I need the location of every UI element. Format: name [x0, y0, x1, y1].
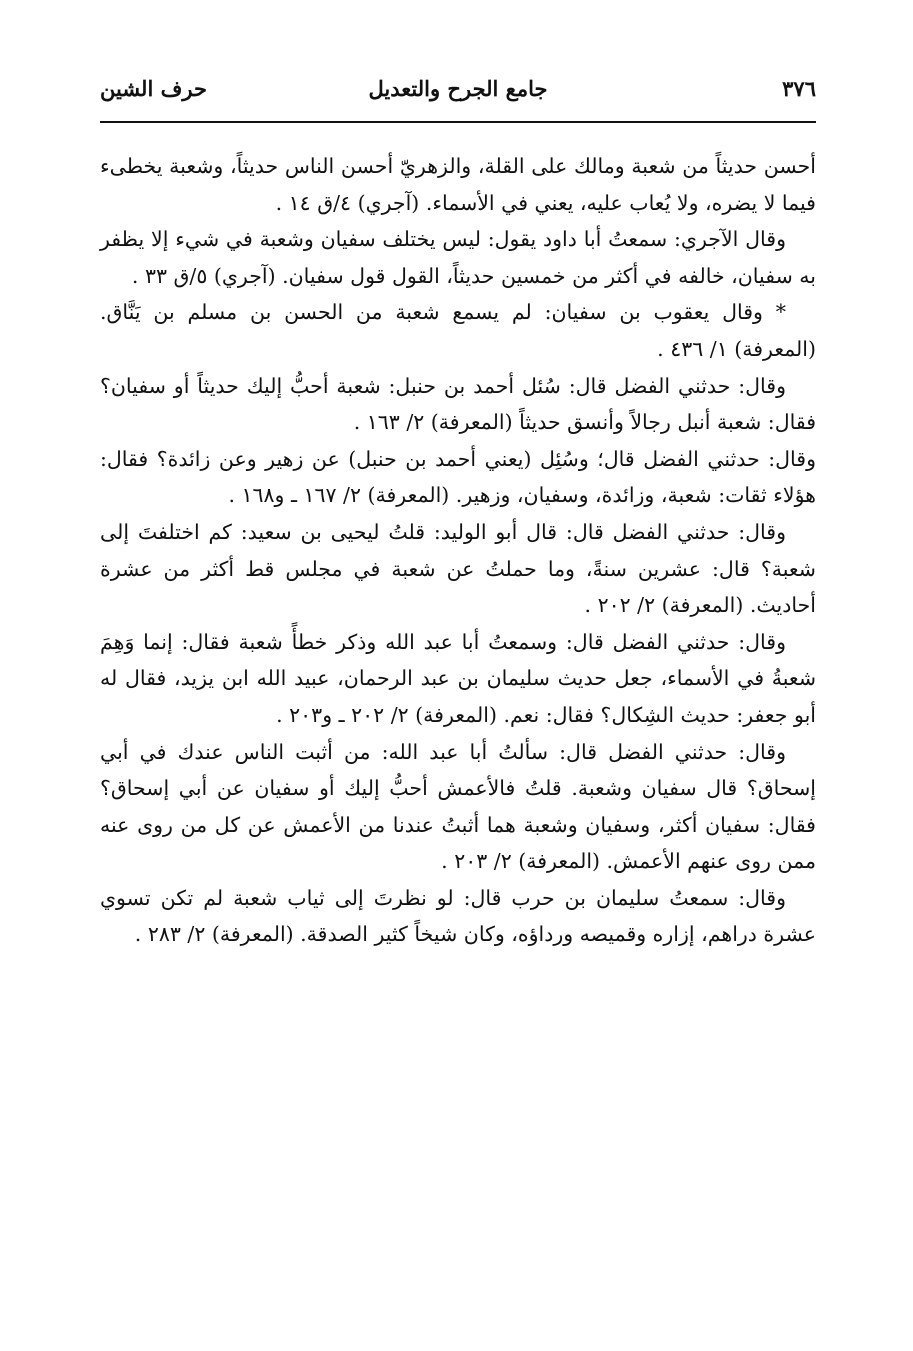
- paragraph: وقال: حدثني الفضل قال: سألتُ أبا عبد الله: من أثبت الناس عندك في أبي إسحاق؟ قال سفيان وشعبة. قلتُ فالأعمش أحبُّ إليك أو سفيان عن أبي إسحاق؟ فقال: سفيان أكثر، وسفيان وشعبة هما أثبتُ عندنا من الأعمش عن كل من روى عنه ممن روى عنهم الأعمش. (المعرفة) ٢/ ٢٠٣ .: [100, 739, 816, 874]
- page-number: ٣٧٦: [782, 76, 816, 101]
- paragraph: وقال: حدثني الفضل قال: وسمعتُ أبا عبد الله وذكر خطأً شعبة فقال: إنما وَهِمَ شعبةُ في الأسماء، جعل حديث سليمان بن عبد الرحمان، عبيد الله ابن يزيد، فقال له أبو جعفر: حديث الشِكال؟ فقال: نعم. (المعرفة) ٢/ ٢٠٢ ـ و٢٠٣ .: [100, 629, 816, 727]
- paragraph: أحسن حديثاً من شعبة ومالك على القلة، والزهريّ أحسن الناس حديثاً، وشعبة يخطىء فيما لا يضره، ولا يُعاب عليه، يعني في الأسماء. (آجري) ٤/ق ١٤ .: [100, 154, 816, 215]
- paragraph: وقال: حدثني الفضل قال؛ وسُئِل (يعني أحمد بن حنبل) عن زهير وعن زائدة؟ فقال: هؤلاء ثقات: شعبة، وزائدة، وسفيان، وزهير. (المعرفة) ٢/ ١٦٧ ـ و١٦٨ .: [100, 446, 816, 508]
- page-body: [100, 148, 816, 953]
- running-header: [100, 72, 816, 112]
- paragraph: وقال: حدثني الفضل قال: قال أبو الوليد: قلتُ ليحيى بن سعيد: كم اختلفتَ إلى شعبة؟ قال: عشرين سنةً، وما حملتُ عن شعبة في مجلس قط أكثر من عشرة أحاديث. (المعرفة) ٢/ ٢٠٢ .: [100, 519, 816, 618]
- section-title: حرف الشين: [100, 76, 207, 101]
- paragraph: * وقال يعقوب بن سفيان: لم يسمع شعبة من الحسن بن مسلم بن يَنَّاق. (المعرفة) ١/ ٤٣٦ .: [100, 300, 816, 361]
- header-rule: [100, 121, 816, 123]
- paragraph: وقال: سمعتُ سليمان بن حرب قال: لو نظرتَ إلى ثياب شعبة لم تكن تسوي عشرة دراهم، إزاره وقميصه ورداؤه، وكان شيخاً كثير الصدقة. (المعرفة) ٢/ ٢٨٣ .: [100, 885, 816, 947]
- book-title: جامع الجرح والتعديل: [368, 76, 548, 101]
- paragraph: وقال الآجري: سمعتُ أبا داود يقول: ليس يختلف سفيان وشعبة في شيء إلا يظفر به سفيان، خالفه في أكثر من خمسين حديثاً، القول قول سفيان. (آجري) ٥/ق ٣٣ .: [100, 227, 816, 288]
- paragraph: وقال: حدثني الفضل قال: سُئل أحمد بن حنبل: شعبة أحبُّ إليك حديثاً أو سفيان؟ فقال: شعبة أنبل رجالاً وأنسق حديثاً (المعرفة) ٢/ ١٦٣ .: [100, 373, 816, 435]
